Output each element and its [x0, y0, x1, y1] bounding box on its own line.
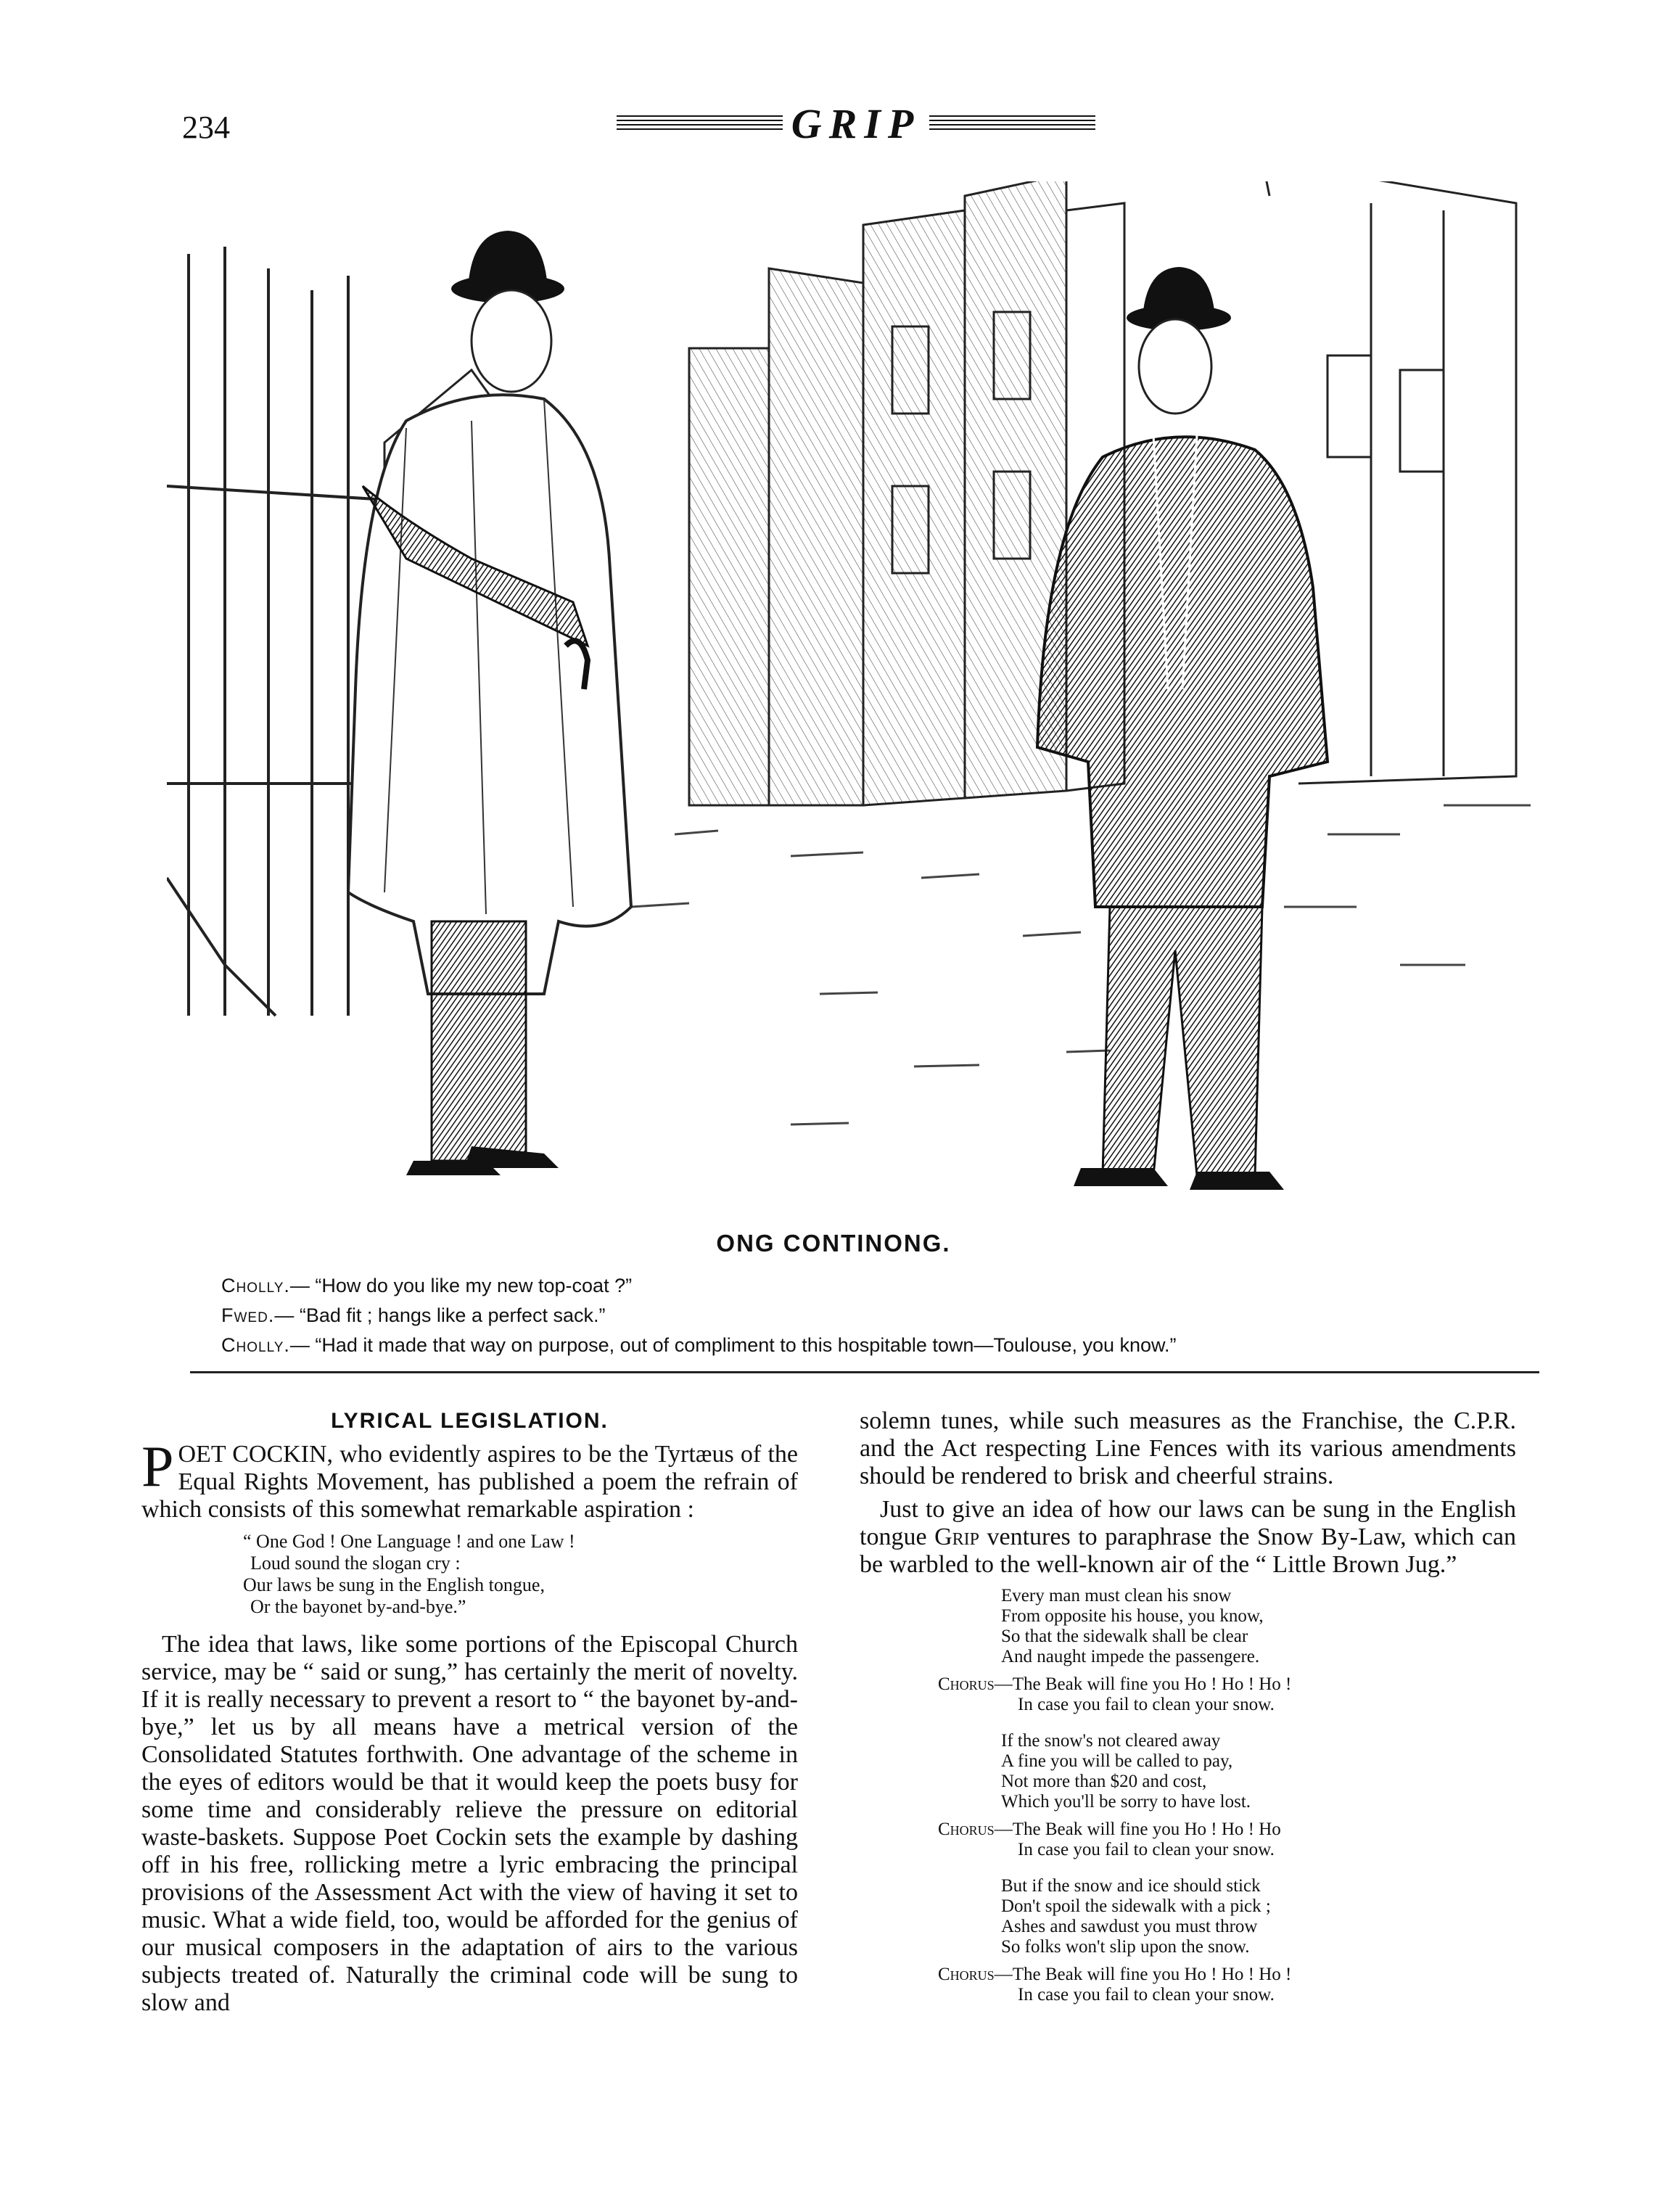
grip-name: Grip: [934, 1524, 979, 1550]
article-paragraph: solemn tunes, while such measures as the Franchise, the C.P.R. and the Act respecting Line Fences with its various amendments should be rendered to brisk and cheerful strains.: [860, 1407, 1516, 1489]
article-paragraph: [141, 1435, 798, 1524]
speaker-name: Cholly.: [221, 1275, 290, 1296]
spoken-text: — “How do you like my new top-coat ?”: [289, 1275, 633, 1296]
verse-line: Loud sound the slogan cry :: [250, 1553, 461, 1574]
chorus-line: In case you fail to clean your snow.: [1018, 1985, 1275, 2005]
song-chorus: [938, 1965, 1516, 2005]
article-paragraph: [860, 1496, 1516, 1579]
paragraph-text: ventures to paraphrase the Snow By-Law, which can be warbled to the well-known air of the “ Little Brown Jug.”: [860, 1524, 1516, 1578]
song-chorus: [938, 1820, 1516, 1860]
cartoon-illustration: [167, 181, 1552, 1204]
cholly-figure: [348, 231, 631, 1175]
paragraph-text: Just to give an idea of how our laws can be sung in the English tongue: [860, 1496, 1516, 1550]
song-line: So that the sidewalk shall be clear: [1001, 1627, 1248, 1646]
song-line: Which you'll be sorry to have lost.: [1001, 1792, 1251, 1812]
song-line: Every man must clean his snow: [1001, 1586, 1232, 1605]
masthead-title: GRIP: [791, 99, 921, 147]
chorus-line: In case you fail to clean your snow.: [1018, 1695, 1275, 1714]
song-line: Not more than $20 and cost,: [1001, 1772, 1207, 1791]
chorus-line: [938, 1674, 1516, 1695]
chorus-label: Chorus: [938, 1965, 995, 1984]
chorus-text: —The Beak will fine you Ho ! Ho ! Ho !: [994, 1674, 1292, 1694]
dialogue-line: [221, 1304, 606, 1327]
dialogue-line: [221, 1275, 632, 1297]
spoken-text: — “Had it made that way on purpose, out of compliment to this hospitable town—Toulouse, you know.”: [289, 1334, 1177, 1356]
song-line: A fine you will be called to pay,: [1001, 1751, 1233, 1771]
page-number: 234: [182, 110, 230, 145]
chorus-label: Chorus: [938, 1674, 995, 1694]
snow-bylaw-song: [860, 1586, 1516, 2005]
masthead: [617, 98, 1095, 149]
article-paragraph: The idea that laws, like some portions of the Episcopal Church service, may be “ said or sung,” has certainly the merit of novelty. If it is really necessary to prevent a resort to “ the bayonet by-and-bye,” let us by all means have a metrical version of the Consolidated Statutes forthwith. One advantage of the scheme in the eyes of editors would be that it would keep the poets busy for some time and considerably relieve the pressure on editorial waste-baskets. Suppose Poet Cockin sets the example by dashing off in his free, rollicking metre a lyric embracing the principal provisions of the Assessment Act with the view of having it set to music. What a wide field, too, would be afforded for the genius of our musical composers in the adaptation of airs to the various subjects treated of. Naturally the criminal code will be sung to slow and: [141, 1631, 798, 2016]
song-stanza: [1001, 1586, 1516, 1667]
street: [631, 805, 1531, 1124]
song-line: From opposite his house, you know,: [1001, 1606, 1264, 1626]
song-chorus: [938, 1674, 1516, 1715]
song-stanza: [1001, 1876, 1516, 1957]
song-line: But if the snow and ice should stick: [1001, 1876, 1261, 1896]
chorus-line: In case you fail to clean your snow.: [1018, 1840, 1275, 1859]
chorus-text: —The Beak will fine you Ho ! Ho ! Ho !: [994, 1965, 1292, 1984]
article-heading: LYRICAL LEGISLATION.: [331, 1409, 609, 1433]
song-line: Don't spoil the sidewalk with a pick ;: [1001, 1896, 1271, 1916]
article-column-left: [141, 1407, 798, 2023]
quoted-verse: [141, 1531, 798, 1618]
drop-cap: P: [141, 1435, 174, 1499]
chorus-text: —The Beak will fine you Ho ! Ho ! Ho: [994, 1820, 1281, 1839]
cartoon-title: ONG CONTINONG.: [716, 1230, 951, 1257]
spoken-text: — “Bad fit ; hangs like a perfect sack.”: [274, 1304, 606, 1326]
speaker-name: Fwed.: [221, 1304, 275, 1326]
chorus-label: Chorus: [938, 1820, 995, 1839]
masthead-rule-left: [617, 115, 783, 131]
song-line: If the snow's not cleared away: [1001, 1731, 1221, 1751]
chorus-line: [938, 1820, 1516, 1840]
chorus-line: [938, 1965, 1516, 1985]
song-line: And naught impede the passengere.: [1001, 1647, 1260, 1666]
paragraph-text: OET COCKIN, who evidently aspires to be the Tyrtæus of the Equal Rights Movement, has published a poem the refrain of which consists of this somewhat remarkable aspiration :: [141, 1441, 798, 1523]
speaker-name: Cholly.: [221, 1334, 290, 1356]
section-divider: [190, 1371, 1539, 1373]
verse-line: Or the bayonet by-and-bye.”: [250, 1596, 466, 1617]
song-stanza: [1001, 1731, 1516, 1812]
masthead-rule-right: [929, 115, 1095, 131]
song-line: Ashes and sawdust you must throw: [1001, 1917, 1258, 1936]
article-column-right: [860, 1407, 1516, 2021]
verse-line: “ One God ! One Language ! and one Law !: [243, 1531, 575, 1552]
verse-line: Our laws be sung in the English tongue,: [243, 1574, 545, 1595]
song-line: So folks won't slip upon the snow.: [1001, 1937, 1250, 1957]
dialogue-line: [221, 1334, 1177, 1357]
